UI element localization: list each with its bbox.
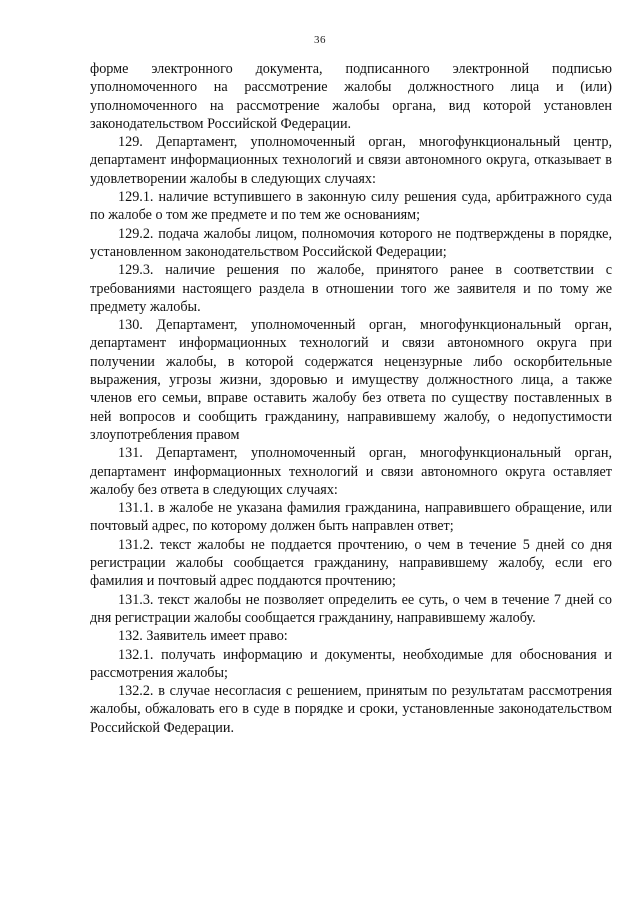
paragraph-129-1: 129.1. наличие вступившего в законную силу решения суда, арбитражного суда по жалобе о том же предмете и по тем же основаниям; (90, 189, 612, 224)
paragraph-131-1: 131.1. в жалобе не указана фамилия гражданина, направившего обращение, или почтовый адрес, по которому должен быть направлен ответ; (90, 500, 612, 535)
paragraph-131: 131. Департамент, уполномоченный орган, многофункциональный орган, департамент информационных технологий и связи автономного округа оставляет жалобу без ответа в следующих случаях: (90, 445, 612, 498)
paragraph-132-2: 132.2. в случае несогласия с решением, принятым по результатам рассмотрения жалобы, обжаловать его в суде в порядке и сроки, установленные законодательством Российской Федерации. (90, 683, 612, 736)
paragraph-131-3: 131.3. текст жалобы не позволяет определить ее суть, о чем в течение 7 дней со дня регистрации жалобы сообщается гражданину, направившему жалобу. (90, 591, 612, 626)
document-body (90, 60, 612, 737)
paragraph-129-2: 129.2. подача жалобы лицом, полномочия которого не подтверждены в порядке, установленном законодательством Российской Федерации; (90, 225, 612, 260)
paragraph-131-2: 131.2. текст жалобы не поддается прочтению, о чем в течение 5 дней со дня регистрации жалобы сообщается гражданину, направившему жалобу, если его фамилия и почтовый адрес поддаются прочтению; (90, 536, 612, 590)
paragraph-129-3: 129.3. наличие решения по жалобе, принятого ранее в соответствии с требованиями настоящего раздела в отношении того же заявителя и по тому же предмету жалобы. (90, 262, 612, 315)
paragraph-132: 132. Заявитель имеет право: (118, 628, 288, 645)
paragraph-132-1: 132.1. получать информацию и документы, необходимые для обоснования и рассмотрения жалобы; (90, 646, 612, 681)
page-number: 36 (314, 34, 326, 46)
paragraph-intro-continuation: форме электронного документа, подписанного электронной подписью уполномоченного на рассмотрение жалобы должностного лица и (или) уполномоченного на рассмотрение жалобы органа, вид которой установлен законодательством Российской Федерации. (90, 61, 612, 132)
paragraph-130: 130. Департамент, уполномоченный орган, многофункциональный орган, департамент информационных технологий и связи автономного округа при получении жалобы, в которой содержатся нецензурные либо оскорбительные выражения, угрозы жизни, здоровью и имуществу должностного лица, а также членов его семьи, вправе оставить жалобу без ответа по существу поставленных в ней вопросов и сообщить гражданину, направившему жалобу, о недопустимости злоупотребления правом (90, 317, 612, 443)
paragraph-129: 129. Департамент, уполномоченный орган, многофункциональный центр, департамент информационных технологий и связи автономного округа, отказывает в удовлетворении жалобы в следующих случаях: (90, 134, 612, 187)
